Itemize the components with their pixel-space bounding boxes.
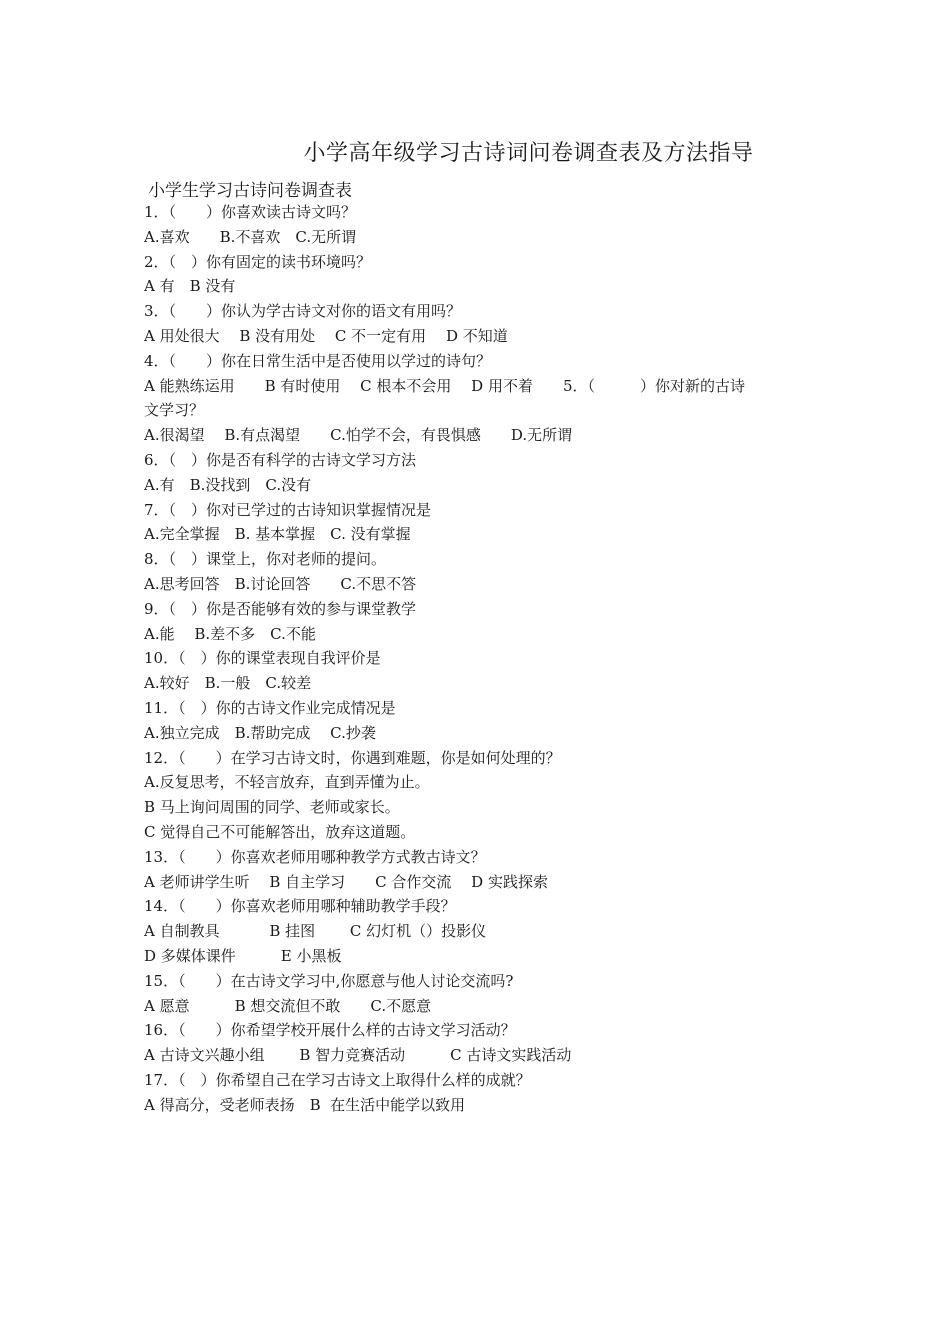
survey-line: 6．（ ）你是否有科学的古诗文学习方法	[144, 450, 417, 469]
survey-line: A 能熟练运用 B 有时使用 C 根本不会用 D 用不着 5．（ ）你对新的古诗	[144, 376, 746, 395]
survey-line: 11．（ ）你的古诗文作业完成情况是	[144, 698, 396, 717]
survey-line: A 愿意 B 想交流但不敢 C.不愿意	[144, 996, 432, 1015]
survey-body	[144, 200, 824, 1117]
survey-line: 2．（ ）你有固定的读书环境吗？	[144, 252, 372, 271]
survey-line: A 用处很大 B 没有用处 C 不一定有用 D 不知道	[144, 326, 508, 345]
survey-line: A.较好 B.一般 C.较差	[144, 674, 312, 693]
survey-line: A.思考回答 B.讨论回答 C.不思不答	[144, 574, 417, 593]
survey-line: A.能 B.差不多 C.不能	[144, 624, 316, 643]
survey-line: 10．（ ）你的课堂表现自我评价是	[144, 649, 381, 668]
survey-line: 4．（ ）你在日常生活中是否使用以学过的诗句？	[144, 351, 492, 370]
survey-line: 1．（ ）你喜欢读古诗文吗？	[144, 203, 357, 221]
survey-line: 15．（ ）在古诗文学习中,你愿意与他人讨论交流吗?	[144, 971, 514, 990]
survey-line: A.完全掌握 B. 基本掌握 C. 没有掌握	[144, 525, 411, 544]
survey-line: A 老师讲学生听 B 自主学习 C 合作交流 D 实践探索	[144, 872, 548, 891]
document-title: 小学高年级学习古诗词问卷调查表及方法指导	[303, 141, 754, 166]
survey-line: 文学习？	[144, 401, 205, 420]
survey-line: 7．（ ）你对已学过的古诗知识掌握情况是	[144, 500, 432, 519]
survey-line: 8．（ ）课堂上，你对老师的提问。	[144, 550, 387, 569]
survey-line: A.喜欢 B.不喜欢 C.无所谓	[144, 227, 357, 246]
survey-line: A.很渴望 B.有点渴望 C.怕学不会，有畏惧感 D.无所谓	[144, 426, 573, 445]
survey-line: A 得高分，受老师表扬 B 在生活中能学以致用	[144, 1095, 466, 1114]
survey-line: D 多媒体课件 E 小黑板	[144, 946, 342, 965]
survey-line: 13．（ ）你喜欢老师用哪种教学方式教古诗文？	[144, 847, 486, 866]
survey-line: 12．（ ）在学习古诗文时，你遇到难题，你是如何处理的？	[144, 748, 561, 767]
survey-line: 17．（ ）你希望自己在学习古诗文上取得什么样的成就？	[144, 1070, 531, 1089]
survey-line: B 马上询问周围的同学、老师或家长。	[144, 798, 400, 817]
survey-line: A 有 B 没有	[144, 277, 236, 296]
survey-line: 3．（ ）你认为学古诗文对你的语文有用吗？	[144, 302, 462, 321]
survey-line: A 自制教具 B 挂图 C 幻灯机（）投影仪	[144, 922, 487, 941]
survey-line: C 觉得自己不可能解答出，放弃这道题。	[144, 822, 416, 841]
survey-line: A.反复思考，不轻言放弃，直到弄懂为止。	[144, 773, 430, 792]
survey-line: A.独立完成 B.帮助完成 C.抄袭	[144, 723, 376, 742]
survey-line: A.有 B.没找到 C.没有	[144, 475, 312, 494]
survey-subtitle: 小学生学习古诗问卷调查表	[148, 181, 352, 201]
survey-line: 14．（ ）你喜欢老师用哪种辅助教学手段？	[144, 897, 456, 916]
survey-line: A 古诗文兴趣小组 B 智力竞赛活动 C 古诗文实践活动	[144, 1046, 572, 1065]
survey-line: 16．（ ）你希望学校开展什么样的古诗文学习活动？	[144, 1021, 516, 1040]
survey-line: 9．（ ）你是否能够有效的参与课堂教学	[144, 599, 417, 618]
